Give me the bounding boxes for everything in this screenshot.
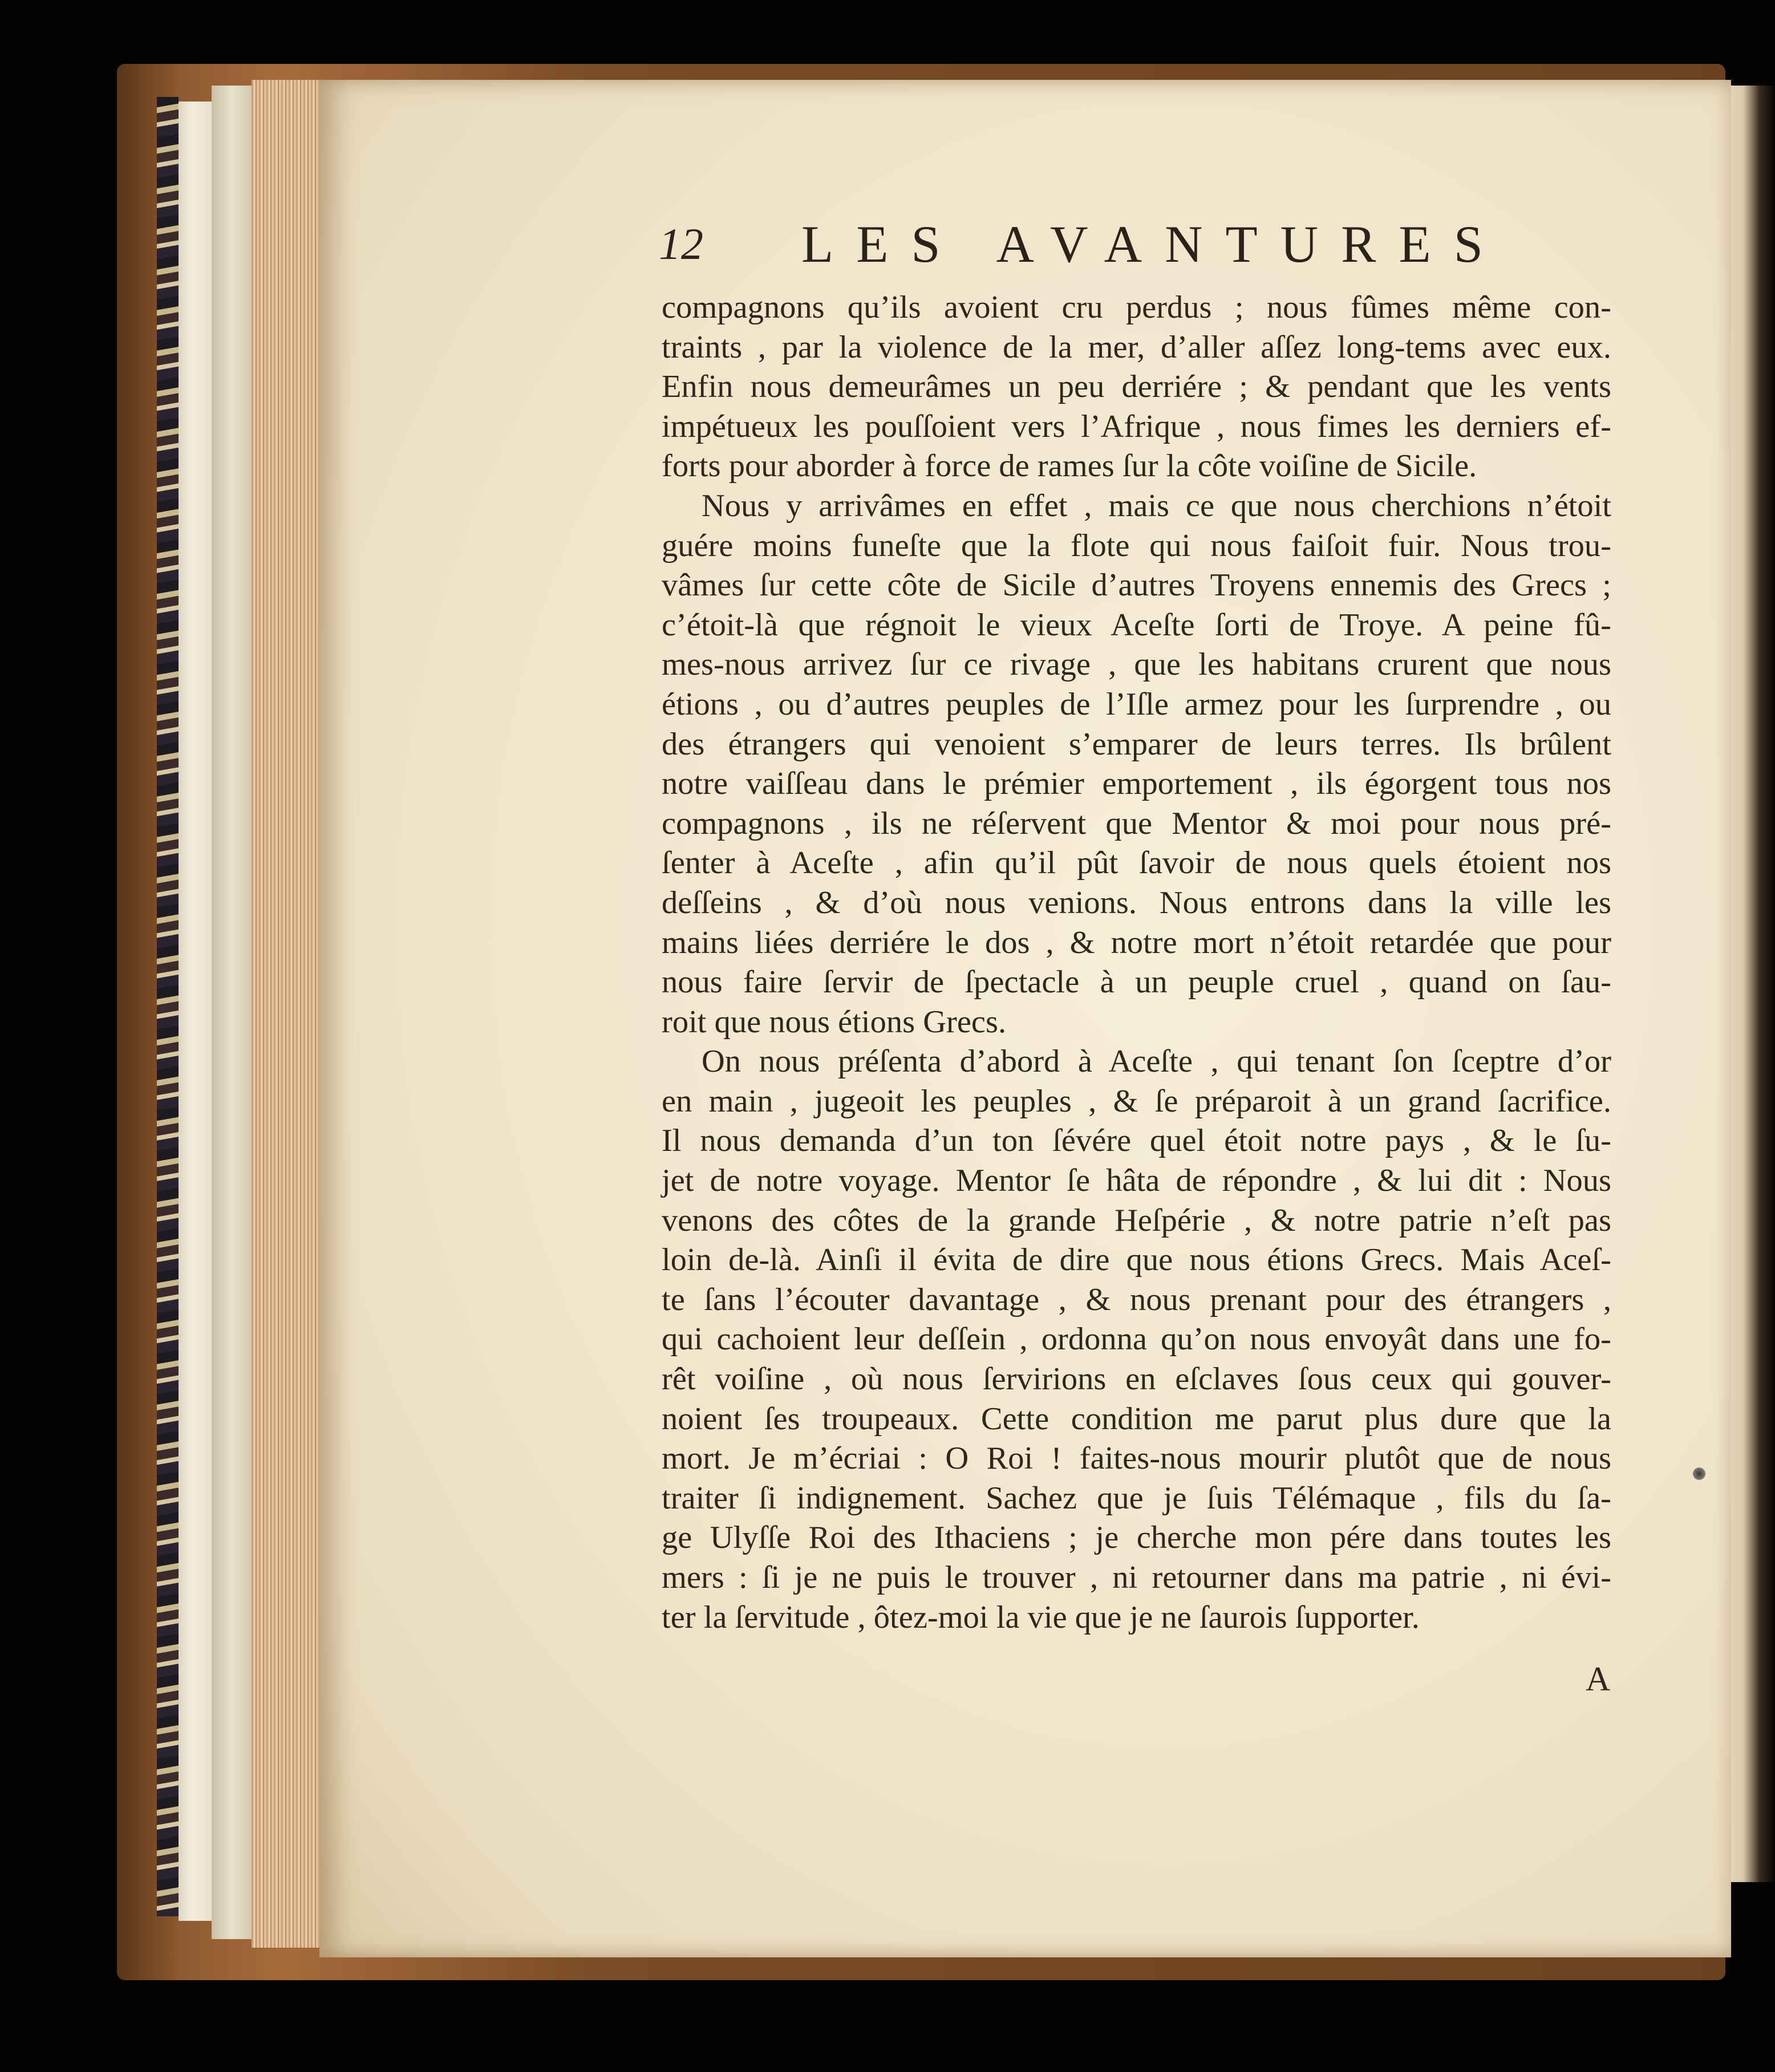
text-line: noient ſes troupeaux. Cette condition me parut plus dure que la	[662, 1401, 1611, 1437]
text-line: jet de notre voyage. Mentor ſe hâta de répondre , & lui dit : Nous	[662, 1163, 1611, 1199]
text-line: mers : ſi je ne puis le trouver , ni retourner dans ma patrie , ni évi-	[662, 1560, 1611, 1595]
text-line: Il nous demanda d’un ton ſévére quel étoit notre pays , & le ſu-	[662, 1123, 1611, 1159]
page-header	[659, 214, 1514, 277]
text-line: mains liées derriére le dos , & notre mort n’étoit retardée que pour	[662, 925, 1611, 960]
text-line: Nous y arrivâmes en effet , mais ce que nous cherchions n’étoit	[702, 488, 1611, 524]
text-line: ſenter à Aceſte , afin qu’il pût ſavoir de nous quels étoient nos	[662, 845, 1611, 881]
catchword: A	[1586, 1660, 1611, 1698]
text-line: On nous préſenta d’abord à Aceſte , qui tenant ſon ſceptre d’or	[702, 1044, 1611, 1080]
text-line: loin de-là. Ainſi il évita de dire que nous étions Grecs. Mais Aceſ-	[662, 1242, 1611, 1278]
text-line: traints , par la violence de la mer, d’aller aſſez long-tems avec eux.	[662, 329, 1611, 365]
text-line: qui cachoient leur deſſein , ordonna qu’on nous envoyât dans une fo-	[662, 1321, 1611, 1357]
text-line: en main , jugeoit les peuples , & ſe préparoit à un grand ſacrifice.	[662, 1083, 1611, 1119]
page-number: 12	[659, 219, 703, 269]
text-line: venons des côtes de la grande Heſpérie , & notre patrie n’eſt pas	[662, 1202, 1611, 1238]
text-line: te ſans l’écouter davantage , & nous prenant pour des étrangers ,	[662, 1282, 1611, 1317]
text-line: notre vaiſſeau dans le prémier emportement , ils égorgent tous nos	[662, 766, 1611, 802]
text-line: c’étoit-là que régnoit le vieux Aceſte ſorti de Troye. A peine fû-	[662, 607, 1611, 643]
text-line: mes-nous arrivez ſur ce rivage , que les habitans crurent que nous	[662, 647, 1611, 683]
text-block	[662, 288, 1611, 1637]
text-line: étions , ou d’autres peuples de l’Iſle armez pour les ſurprendre , ou	[662, 686, 1611, 722]
text-line: rêt voiſine , où nous ſervirions en eſclaves ſous ceux qui gouver-	[662, 1361, 1611, 1397]
text-line: compagnons , ils ne réſervent que Mentor & moi pour nous pré-	[662, 805, 1611, 841]
text-line: des étrangers qui venoient s’emparer de leurs terres. Ils brûlent	[662, 726, 1611, 762]
flyleaf	[179, 102, 213, 1921]
flyleaf-inner	[212, 86, 252, 1939]
text-line: vâmes ſur cette côte de Sicile d’autres Troyens ennemis des Grecs ;	[662, 567, 1611, 603]
text-line: ter la ſervitude , ôtez-moi la vie que je ne ſaurois ſupporter.	[662, 1599, 1420, 1635]
marbled-endpaper	[157, 97, 179, 1916]
text-line: guére moins funeſte que la flote qui nous faiſoit fuir. Nous trou-	[662, 528, 1611, 563]
text-line: mort. Je m’écriai : O Roi ! faites-nous mourir plutôt que de nous	[662, 1441, 1611, 1477]
running-head: LES AVANTURES	[801, 215, 1506, 273]
paper-blemish	[1693, 1467, 1705, 1480]
text-line: ge Ulyſſe Roi des Ithaciens ; je cherche mon pére dans toutes les	[662, 1520, 1611, 1556]
text-line: compagnons qu’ils avoient cru perdus ; nous fûmes même con-	[662, 290, 1611, 325]
text-line: deſſeins , & d’où nous venions. Nous entrons dans la ville les	[662, 885, 1611, 921]
text-line: impétueux les pouſſoient vers l’Afrique , nous fimes les derniers ef-	[662, 408, 1611, 444]
text-line: traiter ſi indignement. Sachez que je ſuis Télémaque , fils du ſa-	[662, 1480, 1611, 1516]
text-line: Enfin nous demeurâmes un peu derriére ; & pendant que les vents	[662, 369, 1611, 405]
text-line: forts pour aborder à force de rames ſur la côte voiſine de Sicile.	[662, 448, 1477, 484]
text-line: nous faire ſervir de ſpectacle à un peuple cruel , quand on ſau-	[662, 964, 1611, 1000]
page-edges	[252, 80, 322, 1948]
text-line: roit que nous étions Grecs.	[662, 1004, 1007, 1040]
